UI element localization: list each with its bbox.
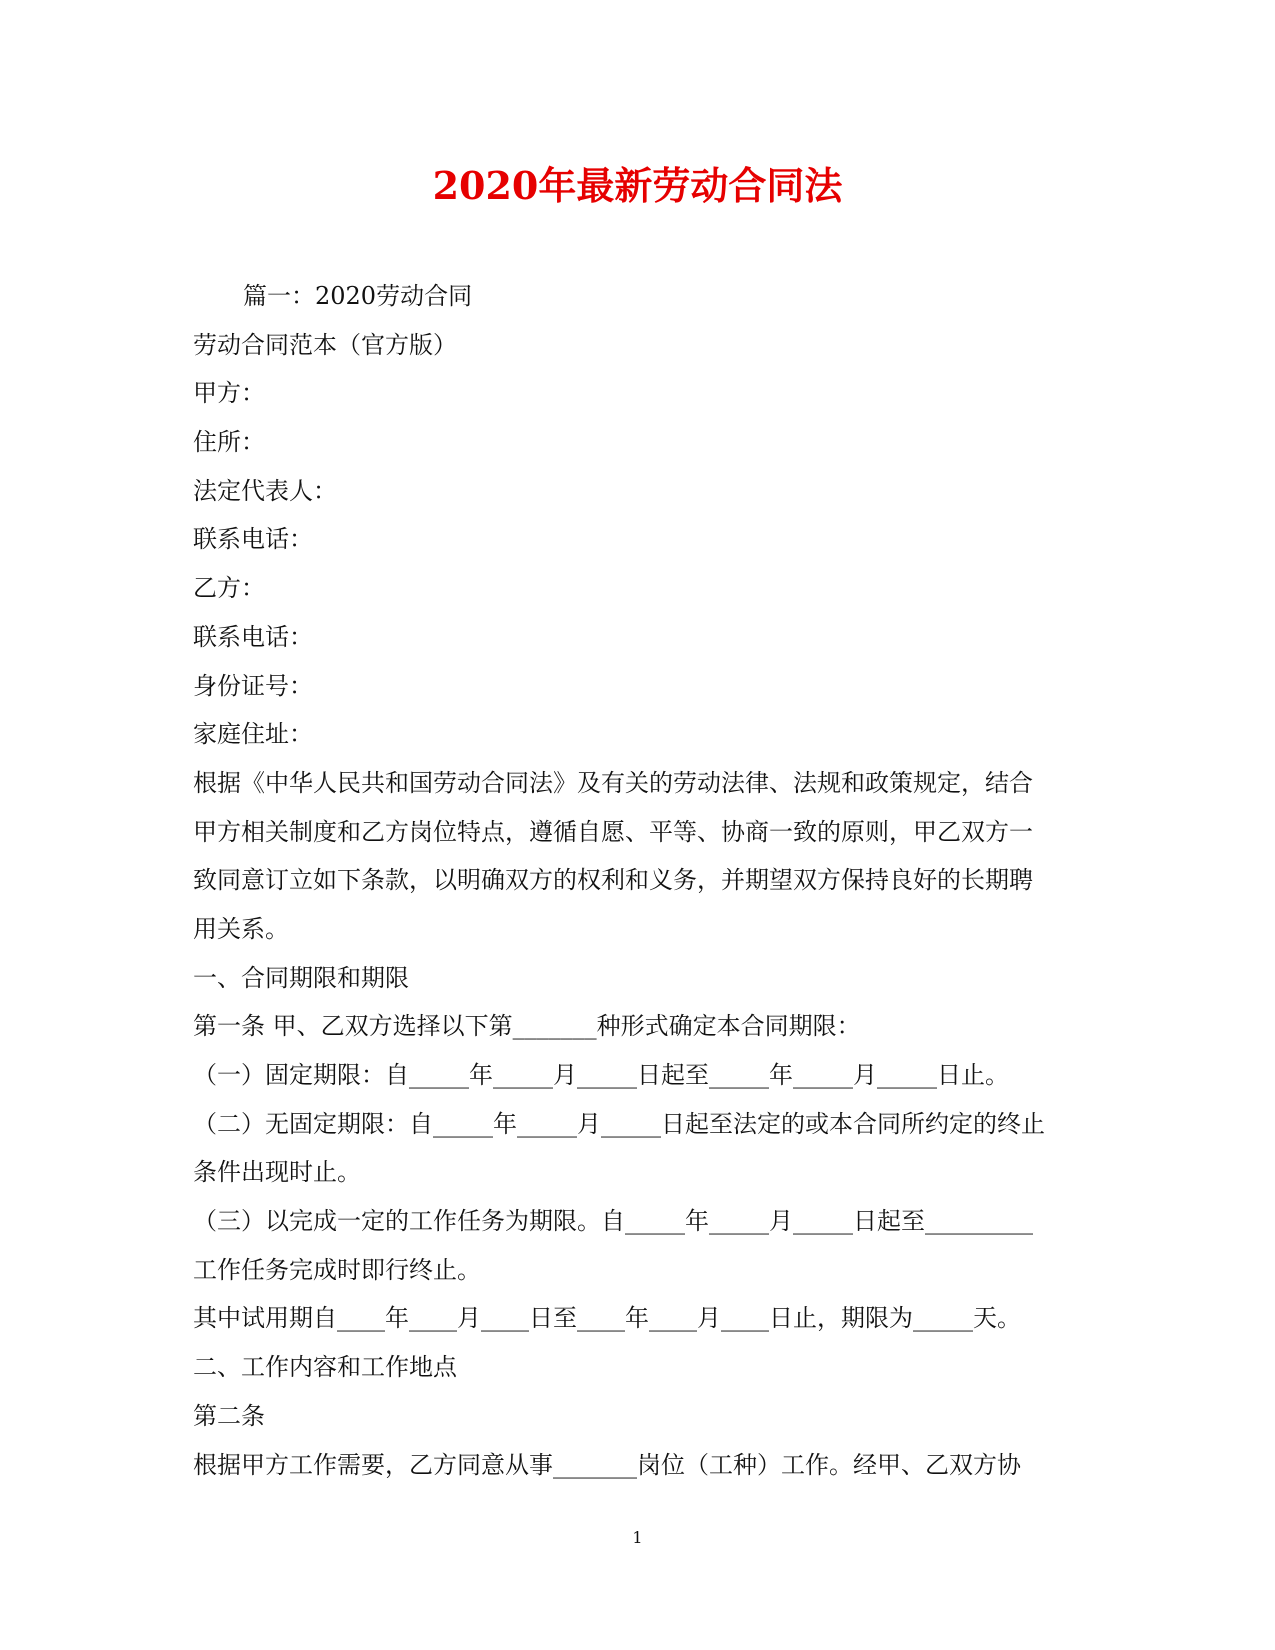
party-a-label: 甲方：	[193, 379, 265, 408]
phone-label-b: 联系电话：	[193, 622, 313, 651]
clause-line: 工作任务完成时即行终止。	[193, 1255, 481, 1284]
address-label: 住所：	[193, 428, 265, 457]
clause-line: 根据甲方工作需要，乙方同意从事_______岗位（工种）工作。经甲、乙双方协	[193, 1450, 1021, 1479]
home-address-label: 家庭住址：	[193, 720, 313, 749]
chapter-heading: 二、工作内容和工作地点	[193, 1353, 457, 1382]
legal-rep-label: 法定代表人：	[193, 476, 337, 505]
phone-label-a: 联系电话：	[193, 525, 313, 554]
clause-line: （三）以完成一定的工作任务为期限。自_____年_____月_____日起至_________	[193, 1207, 1033, 1236]
page-number: 1	[632, 1528, 643, 1547]
chapter-heading: 一、合同期限和期限	[193, 963, 409, 992]
preamble-line: 根据《中华人民共和国劳动合同法》及有关的劳动法律、法规和政策规定，结合	[193, 768, 1033, 797]
clause-line: （二）无固定期限：自_____年_____月_____日起至法定的或本合同所约定的终止	[193, 1109, 1045, 1138]
id-number-label: 身份证号：	[193, 671, 313, 700]
preamble-line: 甲方相关制度和乙方岗位特点，遵循自愿、平等、协商一致的原则，甲乙双方一	[193, 817, 1033, 846]
contract-subtitle: 劳动合同范本（官方版）	[193, 330, 457, 359]
article-line: 第一条 甲、乙双方选择以下第_______种形式确定本合同期限：	[193, 1012, 861, 1041]
section-heading: 篇一：2020劳动合同	[243, 282, 473, 310]
document-body	[193, 272, 1083, 1489]
preamble-line: 致同意订立如下条款，以明确双方的权利和义务，并期望双方保持良好的长期聘	[193, 866, 1033, 895]
document-title: 2020年最新劳动合同法	[432, 163, 843, 208]
probation-line: 其中试用期自____年____月____日至____年____月____日止，期限为_____天。	[193, 1304, 1021, 1333]
clause-line: （一）固定期限：自_____年_____月_____日起至_____年_____月_____日止。	[193, 1061, 1009, 1089]
preamble-line: 用关系。	[193, 914, 289, 943]
article-line: 第二条	[193, 1401, 265, 1430]
party-b-label: 乙方：	[193, 574, 265, 603]
clause-line: 条件出现时止。	[193, 1158, 361, 1187]
